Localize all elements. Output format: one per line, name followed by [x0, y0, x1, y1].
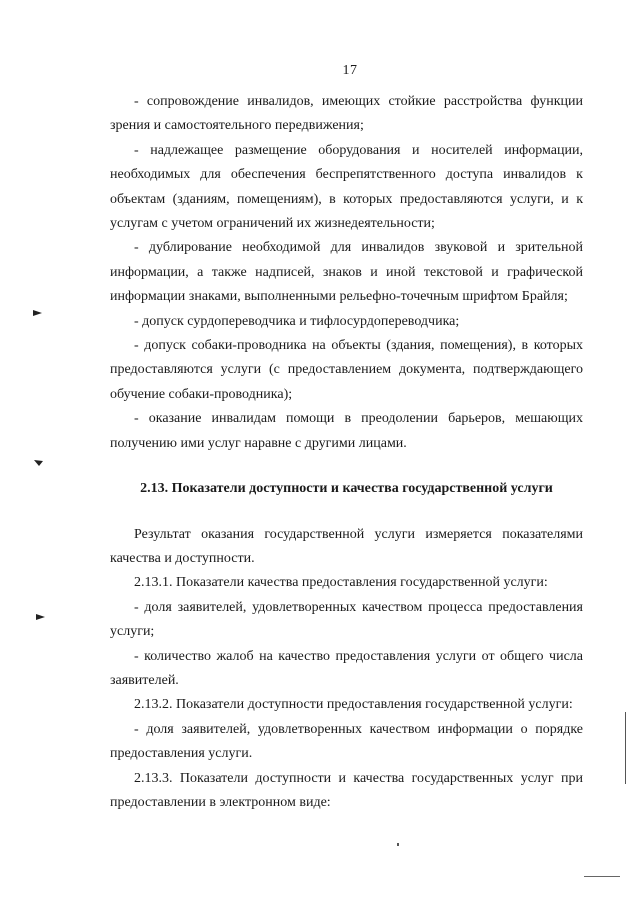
paragraph-3: - дублирование необходимой для инвалидов звуковой и зрительной информации, а также надписей, знаков и иной текстовой и графической информации знаками, выполненными рельефно-точечным шрифтом Брайля; [110, 240, 583, 305]
scan-mark-icon [36, 613, 46, 621]
scan-mark-icon [33, 309, 43, 317]
paragraph-8: 2.13.1. Показатели качества предоставления государственной услуги: [134, 575, 548, 591]
paragraph-10: - количество жалоб на качество предоставления услуги от общего числа заявителей. [110, 648, 583, 688]
scan-dot [397, 843, 399, 846]
scan-edge-line [584, 876, 620, 877]
paragraph-4: - допуск сурдопереводчика и тифлосурдопереводчика; [134, 313, 460, 329]
paragraph-1: - сопровождение инвалидов, имеющих стойкие расстройства функции зрения и самостоятельного передвижения; [110, 94, 583, 134]
section-heading: 2.13. Показатели доступности и качества государственной услуги [140, 481, 553, 497]
scan-mark-icon [34, 460, 44, 468]
paragraph-7: Результат оказания государственной услуги измеряется показателями качества и доступности. [110, 526, 583, 566]
scan-edge-line [625, 712, 626, 784]
page-content [110, 90, 583, 815]
paragraph-12: - доля заявителей, удовлетворенных качеством информации о порядке предоставления услуги. [110, 721, 583, 762]
paragraph-13: 2.13.3. Показатели доступности и качества государственных услуг при предоставлении в электронном виде: [110, 770, 583, 810]
page-number: 17 [342, 63, 358, 78]
paragraph-9: - доля заявителей, удовлетворенных качеством процесса предоставления услуги; [110, 599, 583, 640]
paragraph-6: - оказание инвалидам помощи в преодолении барьеров, мешающих получению ими услуг наравне с другими лицами. [110, 411, 583, 451]
paragraph-11: 2.13.2. Показатели доступности предоставления государственной услуги: [134, 697, 573, 713]
paragraph-2: - надлежащее размещение оборудования и носителей информации, необходимых для обеспечения беспрепятственного доступа инвалидов к объектам (зданиям, помещениям), в которых предоставляются услуги, и к услугам с учетом ограничений их жизнедеятельности; [110, 142, 583, 232]
paragraph-5: - допуск собаки-проводника на объекты (здания, помещения), в которых предоставляются услуги (с предоставлением документа, подтверждающего обучение собаки-проводника); [110, 338, 583, 402]
